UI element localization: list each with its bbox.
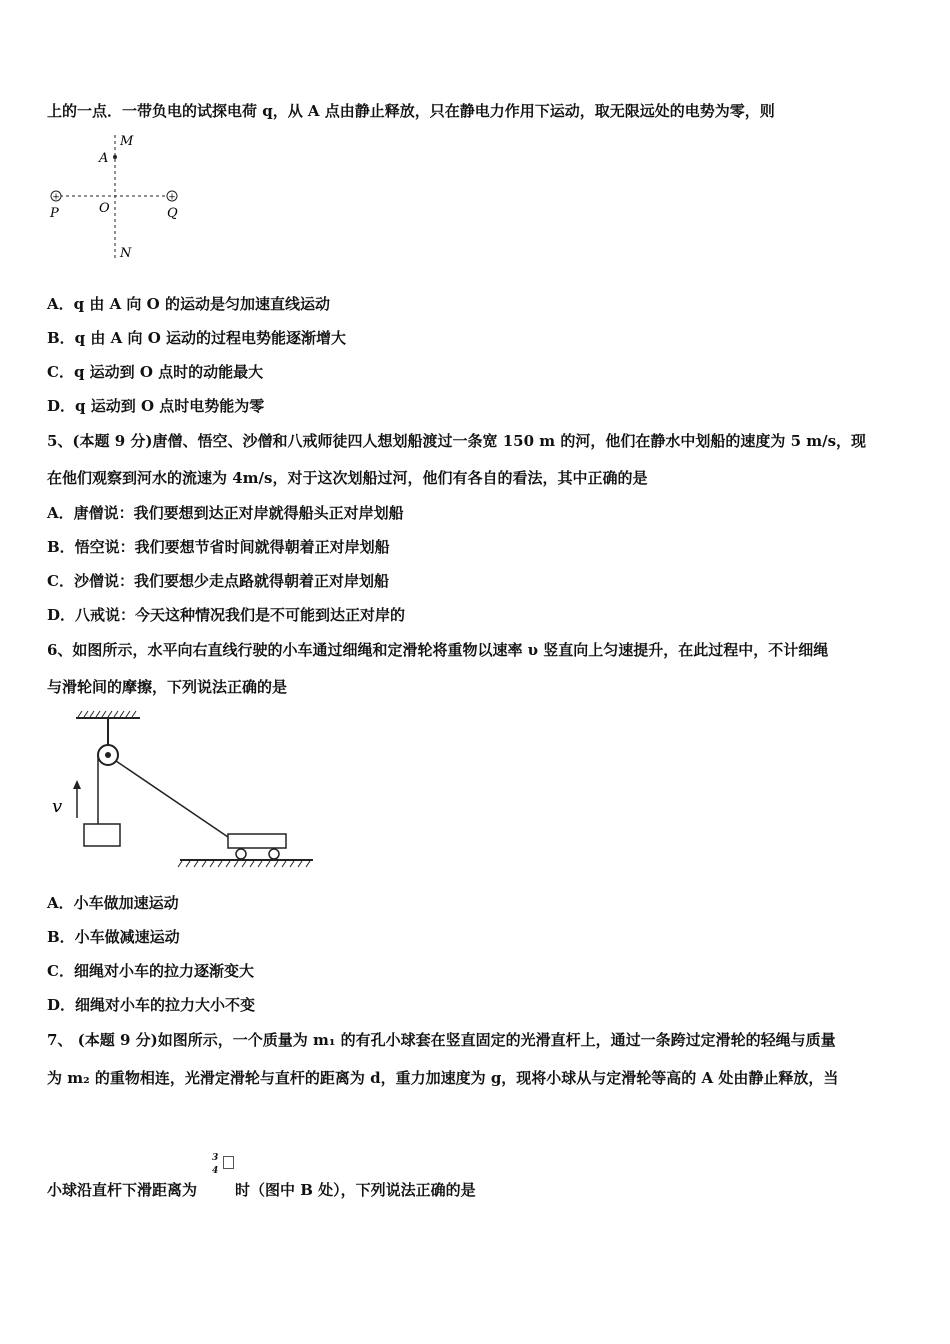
q5-option-a: A．唐僧说：我们要想到达正对岸就得船头正对岸划船 <box>47 504 404 522</box>
label-a: A <box>99 151 109 166</box>
q6-option-c: C．细绳对小车的拉力逐渐变大 <box>47 962 254 980</box>
q5-option-b: B．悟空说：我们要想节省时间就得朝着正对岸划船 <box>47 538 390 556</box>
q4-option-c: C．q 运动到 O 点时的动能最大 <box>47 363 264 381</box>
q6-option-a: A．小车做加速运动 <box>47 894 179 912</box>
q7-stem-line-3b: 时（图中 B 处），下列说法正确的是 <box>235 1181 476 1199</box>
point-a <box>113 155 117 159</box>
fraction-numerator: 3 <box>212 1153 219 1163</box>
pulley-cart-figure <box>48 708 318 873</box>
q7-stem-line-1: 7、 (本题 9 分)如图所示，一个质量为 m₁ 的有孔小球套在竖直固定的光滑直杆上，通过一条跨过定滑轮的轻绳与质量 <box>47 1031 836 1049</box>
charge-q-sign: + <box>168 192 176 203</box>
electric-field-figure <box>40 130 190 265</box>
q6-option-b: B．小车做减速运动 <box>47 928 180 946</box>
q4-option-d: D．q 运动到 O 点时电势能为零 <box>47 397 265 415</box>
q5-option-c: C．沙僧说：我们要想少走点路就得朝着正对岸划船 <box>47 572 389 590</box>
velocity-label: v <box>52 796 63 817</box>
label-p: P <box>50 206 59 221</box>
q4-option-b: B．q 由 A 向 O 运动的过程电势能逐渐增大 <box>47 329 346 347</box>
q7-stem-line-3a: 小球沿直杆下滑距离为 <box>47 1181 198 1199</box>
fraction-denominator: 4 <box>212 1166 219 1176</box>
q5-stem-line-1: 5、(本题 9 分)唐僧、悟空、沙僧和八戒师徒四人想划船渡过一条宽 150 m 的河，他们在静水中划船的速度为 5 m/s，现 <box>47 432 867 450</box>
q4-stem-line: 上的一点．一带负电的试探电荷 q，从 A 点由静止释放，只在静电力作用下运动，取无限远处的电势为零，则 <box>47 102 775 120</box>
label-o: O <box>99 201 110 216</box>
label-n: N <box>120 246 132 261</box>
label-q: Q <box>167 206 178 221</box>
q6-stem-line-1: 6、如图所示，水平向右直线行驶的小车通过细绳和定滑轮将重物以速率 υ 竖直向上匀速提升，在此过程中，不计细绳 <box>47 641 829 659</box>
q5-stem-line-2: 在他们观察到河水的流速为 4m/s，对于这次划船过河，他们有各自的看法，其中正确的是 <box>47 469 648 487</box>
missing-glyph-box <box>223 1156 234 1169</box>
q6-stem-line-2: 与滑轮间的摩擦，下列说法正确的是 <box>47 678 288 696</box>
weight-block <box>84 824 120 846</box>
q5-option-d: D．八戒说：今天这种情况我们是不可能到达正对岸的 <box>47 606 406 624</box>
q4-option-a: A．q 由 A 向 O 的运动是匀加速直线运动 <box>47 295 330 313</box>
charge-p-sign: + <box>52 192 60 203</box>
q6-option-d: D．细绳对小车的拉力大小不变 <box>47 996 256 1014</box>
label-m: M <box>120 134 134 149</box>
cart-body <box>228 834 286 848</box>
q7-stem-line-2: 为 m₂ 的重物相连，光滑定滑轮与直杆的距离为 d，重力加速度为 g，现将小球从与定滑轮等高的 A 处由静止释放，当 <box>47 1069 839 1087</box>
